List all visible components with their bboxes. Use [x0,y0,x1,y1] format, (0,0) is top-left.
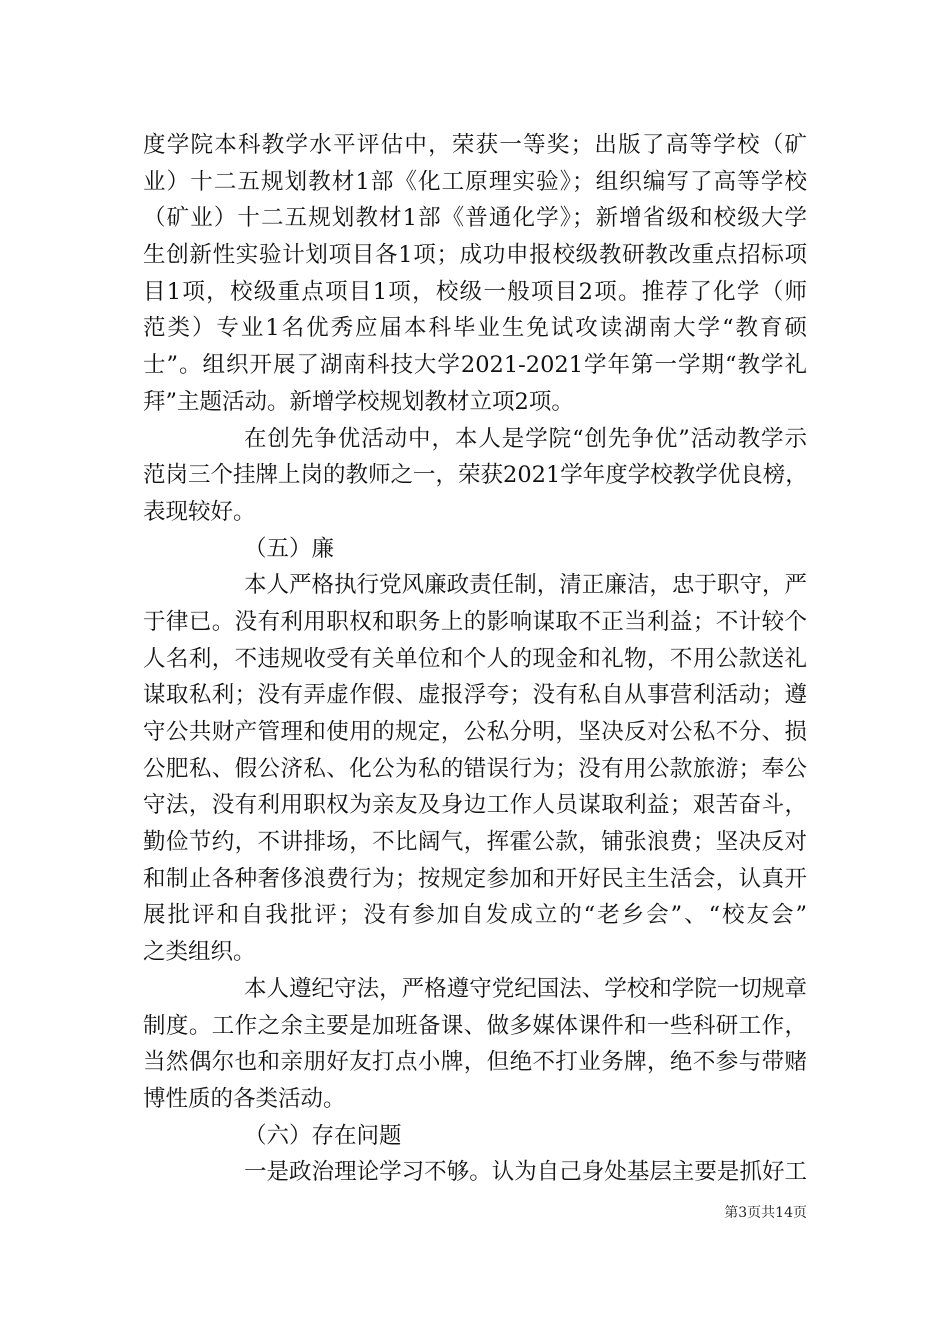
text-line: 范岗三个挂牌上岗的教师之一，荣获2021学年度学校教学优良榜， [143,462,808,489]
text-line: 展批评和自我批评；没有参加自发成立的“老乡会”、“校友会” [143,902,807,929]
text-line: 人名利，不违规收受有关单位和个人的现金和礼物，不用公款送礼 [143,645,807,672]
text-line: 之类组织。 [143,939,256,966]
text-line: 度学院本科教学水平评估中，荣获一等奖；出版了高等学校（矿 [143,132,807,158]
text-line: 士”。组织开展了湖南科技大学2021-2021学年第一学期“教学礼 [143,352,807,379]
text-line: 守公共财产管理和使用的规定，公私分明，坚决反对公私不分、损 [143,719,807,745]
text-line: 范类）专业1名优秀应届本科毕业生免试攻读湖南大学“教育硕 [143,315,807,342]
text-line: 守法，没有利用职权为亲友及身边工作人员谋取利益；艰苦奋斗， [143,792,807,819]
text-line: 博性质的各类活动。 [143,1085,346,1112]
text-line: 当然偶尔也和亲朋好友打点小牌，但绝不打业务牌，绝不参与带赌 [143,1049,807,1076]
text-line: 和制止各种奢侈浪费行为；按规定参加和开好民主生活会，认真开 [143,865,807,892]
text-line: 生创新性实验计划项目各1项；成功申报校级教研教改重点招标项 [143,242,807,269]
text-line: （五）廉 [244,535,335,562]
text-line: 谋取私利；没有弄虚作假、虚报浮夸；没有私自从事营利活动；遵 [143,682,807,709]
text-line: （六）存在问题 [244,1122,402,1149]
text-line: 本人遵纪守法，严格遵守党纪国法、学校和学院一切规章 [244,975,807,1002]
text-line: 公肥私、假公济私、化公为私的错误行为；没有用公款旅游；奉公 [143,755,807,782]
text-line: 业）十二五规划教材1部《化工原理实验》；组织编写了高等学校 [143,168,807,195]
text-line: 目1项，校级重点项目1项，校级一般项目2项。推荐了化学（师 [143,278,807,305]
text-line: 拜”主题活动。新增学校规划教材立项2项。 [143,388,574,415]
document-body [143,127,807,1191]
text-line: （矿业）十二五规划教材1部《普通化学》；新增省级和校级大学 [143,205,807,232]
text-line: 制度。工作之余主要是加班备课、做多媒体课件和一些科研工作， [143,1012,807,1039]
text-line: 于律已。没有利用职权和职务上的影响谋取不正当利益；不计较个 [143,608,807,635]
text-line: 本人严格执行党风廉政责任制，清正廉洁，忠于职守，严 [244,572,807,599]
text-line: 表现较好。 [143,498,256,525]
text-line: 勤俭节约，不讲排场，不比阔气，挥霍公款，铺张浪费；坚决反对 [143,829,807,856]
page-number-footer: 第3页共14页 [724,1205,807,1221]
text-line: 一是政治理论学习不够。认为自己身处基层主要是抓好工 [244,1159,807,1186]
text-line: 在创先争优活动中，本人是学院“创先争优”活动教学示 [244,425,807,452]
